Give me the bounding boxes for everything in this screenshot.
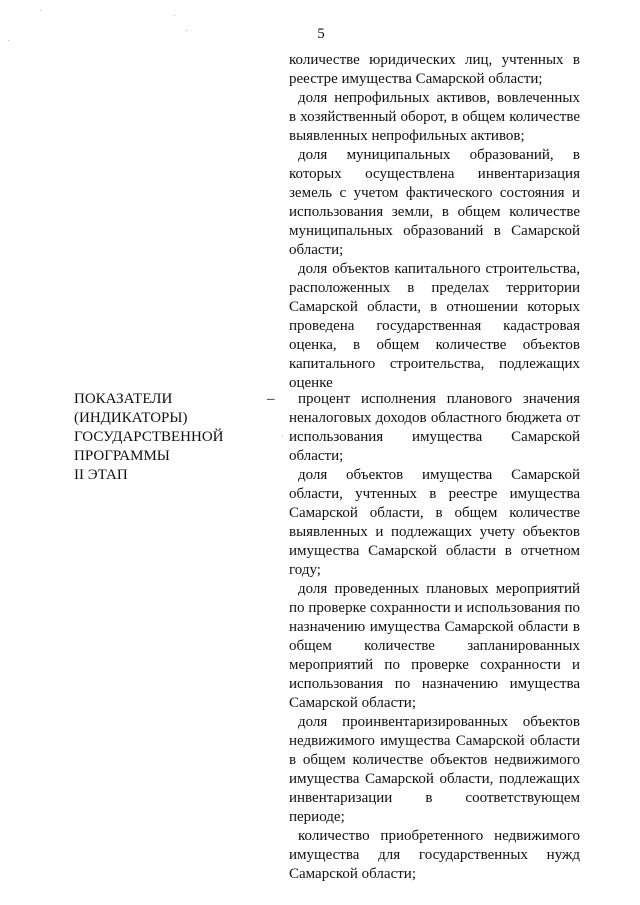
section-label-line: ПОКАЗАТЕЛИ — [74, 391, 173, 407]
list-item: количестве юридических лиц, учтенных в реестре имущества Самарской области; — [289, 52, 580, 87]
label-dash: – — [267, 391, 275, 407]
section-label — [74, 390, 254, 485]
scan-speck — [174, 15, 175, 16]
continuation-list — [289, 51, 580, 393]
page-number: 5 — [317, 26, 325, 42]
scan-speck — [282, 436, 283, 437]
list-item: процент исполнения планового значения неналоговых доходов областного бюджета от использования имущества Самарской области; — [289, 391, 580, 464]
list-item: количество приобретенного недвижимого имущества для государственных нужд Самарской области; — [289, 828, 580, 882]
list-item: доля муниципальных образований, в которых осуществлена инвентаризация земель с учетом фактического состояния и использования земли, в общем количестве муниципальных образований в Самарской области; — [289, 147, 580, 258]
list-item: доля объектов капитального строительства, расположенных в пределах территории Самарской области, в отношении которых проведена государственная кадастровая оценка, в общем количестве объектов капитального строительства, подлежащих оценке — [289, 261, 580, 391]
list-item: доля непрофильных активов, вовлеченных в хозяйственный оборот, в общем количестве выявленных непрофильных активов; — [289, 90, 580, 144]
list-item: доля проинвентаризированных объектов недвижимого имущества Самарской области в общем количестве объектов недвижимого имущества Самарской области, подлежащих инвентаризации в соответствующем периоде; — [289, 714, 580, 825]
scan-speck — [8, 40, 9, 41]
scan-speck — [40, 10, 41, 11]
list-item: доля объектов имущества Самарской области, учтенных в реестре имущества Самарской области, в общем количестве выявленных и подлежащих учету объектов имущества Самарской области в отчетном году; — [289, 467, 580, 578]
section-label-line: ГОСУДАРСТВЕННОЙ — [74, 429, 224, 445]
scan-speck — [186, 30, 187, 31]
section-label-line: II ЭТАП — [74, 467, 128, 483]
stage2-indicator-list — [289, 390, 580, 884]
section-label-line: ПРОГРАММЫ — [74, 448, 170, 464]
section-label-line: (ИНДИКАТОРЫ) — [74, 410, 188, 426]
list-item: доля проведенных плановых мероприятий по проверке сохранности и использования по назначению имущества Самарской области в общем количестве запланированных мероприятий по проверке сохранности и использования по назначению имущества Самарской области; — [289, 581, 580, 711]
